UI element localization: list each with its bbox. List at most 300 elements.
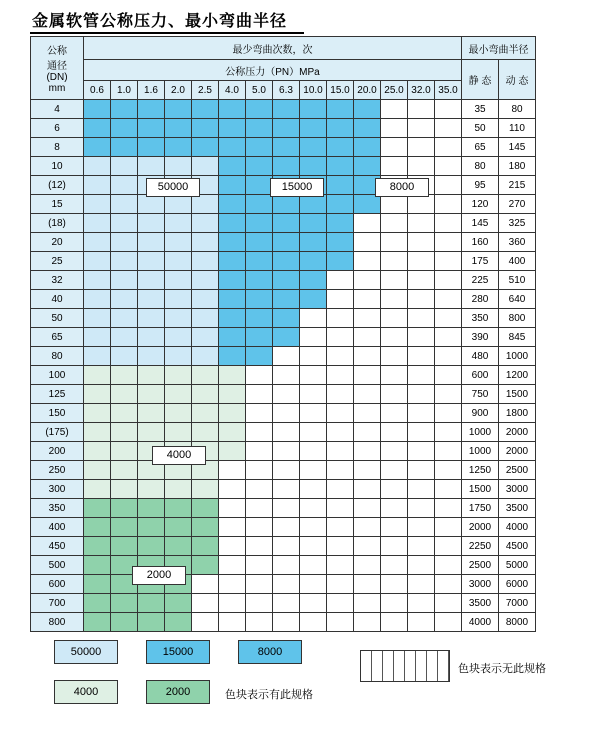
spec-cell	[435, 366, 462, 385]
spec-cell	[165, 138, 192, 157]
pressure-col-header: 35.0	[435, 81, 462, 100]
spec-cell	[273, 499, 300, 518]
spec-cell	[300, 613, 327, 632]
table-header	[31, 37, 536, 100]
spec-cell	[84, 366, 111, 385]
pressure-col-header: 2.0	[165, 81, 192, 100]
spec-cell	[300, 423, 327, 442]
spec-cell	[138, 290, 165, 309]
spec-cell	[192, 309, 219, 328]
dynamic-radius-cell: 215	[499, 176, 536, 195]
spec-cell	[111, 518, 138, 537]
spec-cell	[408, 195, 435, 214]
spec-cell	[192, 271, 219, 290]
spec-cell	[138, 518, 165, 537]
dn-cell: 250	[31, 461, 84, 480]
spec-cell	[300, 537, 327, 556]
value-callout: 50000	[146, 178, 200, 197]
spec-cell	[408, 290, 435, 309]
spec-cell	[165, 119, 192, 138]
spec-cell	[138, 347, 165, 366]
spec-cell	[219, 252, 246, 271]
spec-cell	[435, 309, 462, 328]
spec-cell	[192, 100, 219, 119]
spec-cell	[138, 309, 165, 328]
spec-cell	[354, 461, 381, 480]
spec-cell	[435, 328, 462, 347]
spec-cell	[246, 461, 273, 480]
spec-cell	[408, 404, 435, 423]
spec-cell	[165, 366, 192, 385]
spec-cell	[354, 195, 381, 214]
dn-header-line-2: 通径	[47, 61, 67, 72]
spec-cell	[327, 613, 354, 632]
spec-cell	[165, 309, 192, 328]
pressure-col-header: 10.0	[300, 81, 327, 100]
dynamic-radius-cell: 8000	[499, 613, 536, 632]
spec-cell	[354, 442, 381, 461]
spec-cell	[219, 556, 246, 575]
static-radius-cell: 1500	[462, 480, 499, 499]
dynamic-radius-cell: 800	[499, 309, 536, 328]
spec-cell	[84, 214, 111, 233]
spec-cell	[273, 480, 300, 499]
spec-cell	[165, 537, 192, 556]
spec-cell	[165, 347, 192, 366]
table-row	[31, 442, 536, 461]
spec-cell	[273, 461, 300, 480]
spec-cell	[111, 594, 138, 613]
spec-cell	[219, 271, 246, 290]
static-radius-cell: 3500	[462, 594, 499, 613]
spec-cell	[327, 119, 354, 138]
spec-cell	[246, 233, 273, 252]
spec-cell	[192, 195, 219, 214]
table-row	[31, 480, 536, 499]
spec-cell	[219, 366, 246, 385]
spec-cell	[327, 594, 354, 613]
pressure-col-header: 4.0	[219, 81, 246, 100]
spec-cell	[381, 442, 408, 461]
spec-cell	[381, 252, 408, 271]
spec-cell	[138, 499, 165, 518]
spec-cell	[219, 404, 246, 423]
spec-cell	[408, 499, 435, 518]
spec-cell	[219, 290, 246, 309]
spec-cell	[246, 176, 273, 195]
dn-cell: (175)	[31, 423, 84, 442]
static-radius-cell: 1750	[462, 499, 499, 518]
table-row	[31, 556, 536, 575]
spec-cell	[381, 100, 408, 119]
spec-cell	[219, 347, 246, 366]
spec-cell	[165, 271, 192, 290]
spec-cell	[84, 518, 111, 537]
spec-cell	[84, 347, 111, 366]
spec-cell	[219, 328, 246, 347]
spec-cell	[435, 385, 462, 404]
dynamic-radius-cell: 325	[499, 214, 536, 233]
spec-cell	[219, 176, 246, 195]
header-row-3	[31, 81, 536, 100]
spec-cell	[219, 100, 246, 119]
spec-cell	[165, 613, 192, 632]
spec-cell	[408, 347, 435, 366]
table-row	[31, 594, 536, 613]
spec-cell	[435, 233, 462, 252]
pressure-col-header: 1.0	[111, 81, 138, 100]
spec-cell	[219, 119, 246, 138]
pressure-col-header: 25.0	[381, 81, 408, 100]
spec-cell	[111, 613, 138, 632]
spec-cell	[300, 233, 327, 252]
legend-no-spec-text: 色块表示无此规格	[458, 663, 546, 675]
legend-box-50000: 50000	[54, 640, 118, 664]
spec-cell	[354, 499, 381, 518]
spec-cell	[354, 594, 381, 613]
spec-cell	[408, 423, 435, 442]
spec-cell	[408, 119, 435, 138]
legend-box-2000: 2000	[146, 680, 210, 704]
static-radius-cell: 2250	[462, 537, 499, 556]
dn-cell: 8	[31, 138, 84, 157]
dynamic-radius-cell: 4000	[499, 518, 536, 537]
spec-cell	[327, 290, 354, 309]
dynamic-radius-cell: 2000	[499, 442, 536, 461]
spec-cell	[381, 195, 408, 214]
spec-cell	[300, 100, 327, 119]
spec-cell	[408, 442, 435, 461]
spec-cell	[84, 328, 111, 347]
spec-cell	[165, 518, 192, 537]
spec-cell	[84, 176, 111, 195]
spec-cell	[273, 271, 300, 290]
spec-cell	[435, 138, 462, 157]
spec-cell	[138, 328, 165, 347]
spec-cell	[165, 385, 192, 404]
static-radius-cell: 50	[462, 119, 499, 138]
spec-cell	[300, 138, 327, 157]
spec-cell	[300, 271, 327, 290]
spec-cell	[408, 214, 435, 233]
spec-cell	[246, 613, 273, 632]
static-radius-cell: 350	[462, 309, 499, 328]
spec-cell	[354, 423, 381, 442]
dn-cell: 150	[31, 404, 84, 423]
spec-cell	[246, 556, 273, 575]
spec-cell	[111, 271, 138, 290]
dn-header-line-3: (DN)	[46, 72, 68, 83]
spec-cell	[246, 404, 273, 423]
spec-cell	[354, 385, 381, 404]
spec-cell	[246, 537, 273, 556]
pressure-col-header: 6.3	[273, 81, 300, 100]
spec-cell	[246, 594, 273, 613]
spec-cell	[84, 195, 111, 214]
spec-cell	[327, 157, 354, 176]
legend-box-15000: 15000	[146, 640, 210, 664]
spec-cell	[138, 537, 165, 556]
dn-cell: 25	[31, 252, 84, 271]
table-row	[31, 423, 536, 442]
spec-cell	[219, 138, 246, 157]
dn-cell: 6	[31, 119, 84, 138]
spec-cell	[381, 119, 408, 138]
spec-cell	[192, 290, 219, 309]
static-radius-cell: 2500	[462, 556, 499, 575]
table-row	[31, 309, 536, 328]
spec-cell	[192, 328, 219, 347]
spec-cell	[408, 480, 435, 499]
spec-cell	[381, 404, 408, 423]
spec-cell	[84, 290, 111, 309]
spec-cell	[111, 214, 138, 233]
spec-cell	[138, 480, 165, 499]
spec-cell	[246, 195, 273, 214]
spec-cell	[192, 119, 219, 138]
spec-cell	[435, 461, 462, 480]
spec-cell	[354, 613, 381, 632]
spec-cell	[408, 157, 435, 176]
spec-cell	[84, 385, 111, 404]
dn-cell: 40	[31, 290, 84, 309]
spec-cell	[354, 480, 381, 499]
spec-cell	[138, 271, 165, 290]
spec-cell	[111, 119, 138, 138]
static-radius-cell: 600	[462, 366, 499, 385]
dn-cell: 450	[31, 537, 84, 556]
table-row	[31, 385, 536, 404]
spec-cell	[192, 594, 219, 613]
spec-cell	[111, 404, 138, 423]
spec-cell	[273, 613, 300, 632]
table-row	[31, 537, 536, 556]
spec-cell	[408, 385, 435, 404]
spec-cell	[408, 613, 435, 632]
spec-cell	[273, 290, 300, 309]
table-row	[31, 252, 536, 271]
dynamic-radius-cell: 1200	[499, 366, 536, 385]
spec-cell	[246, 214, 273, 233]
spec-cell	[246, 575, 273, 594]
spec-cell	[165, 195, 192, 214]
pressure-col-header: 20.0	[354, 81, 381, 100]
dynamic-radius-cell: 510	[499, 271, 536, 290]
dynamic-radius-cell: 640	[499, 290, 536, 309]
spec-cell	[381, 347, 408, 366]
spec-cell	[192, 575, 219, 594]
spec-cell	[327, 461, 354, 480]
legend-striped-swatch	[360, 650, 450, 682]
spec-cell	[246, 328, 273, 347]
spec-cell	[327, 537, 354, 556]
spec-cell	[408, 100, 435, 119]
spec-cell	[273, 442, 300, 461]
dn-cell: 500	[31, 556, 84, 575]
spec-cell	[408, 309, 435, 328]
spec-cell	[138, 195, 165, 214]
spec-cell	[219, 233, 246, 252]
pressure-col-header: 0.6	[84, 81, 111, 100]
spec-cell	[192, 480, 219, 499]
spec-cell	[219, 461, 246, 480]
spec-cell	[111, 195, 138, 214]
spec-cell	[111, 480, 138, 499]
value-callout: 15000	[270, 178, 324, 197]
spec-cell	[192, 252, 219, 271]
spec-cell	[219, 385, 246, 404]
dynamic-radius-cell: 400	[499, 252, 536, 271]
static-radius-cell: 3000	[462, 575, 499, 594]
spec-cell	[111, 347, 138, 366]
spec-cell	[435, 252, 462, 271]
spec-cell	[354, 233, 381, 252]
spec-cell	[273, 214, 300, 233]
spec-cell	[84, 100, 111, 119]
spec-cell	[381, 233, 408, 252]
static-radius-cell: 80	[462, 157, 499, 176]
table-row	[31, 138, 536, 157]
dynamic-radius-cell: 7000	[499, 594, 536, 613]
spec-cell	[84, 138, 111, 157]
table-row	[31, 119, 536, 138]
spec-cell	[435, 176, 462, 195]
static-radius-cell: 65	[462, 138, 499, 157]
spec-cell	[300, 195, 327, 214]
spec-cell	[300, 480, 327, 499]
spec-cell	[327, 176, 354, 195]
dynamic-radius-cell: 1800	[499, 404, 536, 423]
spec-cell	[354, 271, 381, 290]
spec-cell	[300, 328, 327, 347]
dn-cell: 300	[31, 480, 84, 499]
static-radius-cell: 750	[462, 385, 499, 404]
dn-cell: 100	[31, 366, 84, 385]
spec-cell	[84, 157, 111, 176]
static-radius-cell: 900	[462, 404, 499, 423]
pressure-col-header: 15.0	[327, 81, 354, 100]
static-radius-cell: 1000	[462, 423, 499, 442]
spec-cell	[111, 499, 138, 518]
spec-cell	[354, 100, 381, 119]
spec-cell	[327, 138, 354, 157]
spec-cell	[300, 499, 327, 518]
spec-cell	[354, 518, 381, 537]
dn-cell: 65	[31, 328, 84, 347]
spec-cell	[84, 309, 111, 328]
spec-cell	[111, 423, 138, 442]
dynamic-radius-cell: 180	[499, 157, 536, 176]
spec-cell	[219, 423, 246, 442]
legend-box-4000: 4000	[54, 680, 118, 704]
spec-cell	[246, 138, 273, 157]
spec-cell	[84, 233, 111, 252]
spec-cell	[165, 499, 192, 518]
table-row	[31, 214, 536, 233]
spec-cell	[300, 404, 327, 423]
spec-cell	[165, 594, 192, 613]
dn-cell: 400	[31, 518, 84, 537]
static-radius-cell: 120	[462, 195, 499, 214]
spec-cell	[300, 575, 327, 594]
spec-cell	[219, 214, 246, 233]
spec-cell	[381, 385, 408, 404]
spec-cell	[138, 138, 165, 157]
dynamic-radius-cell: 1000	[499, 347, 536, 366]
dynamic-radius-cell: 360	[499, 233, 536, 252]
spec-cell	[273, 404, 300, 423]
pressure-header: 公称压力（PN）MPa	[84, 60, 462, 81]
spec-cell	[219, 480, 246, 499]
spec-cell	[300, 347, 327, 366]
spec-cell	[300, 119, 327, 138]
table-row	[31, 290, 536, 309]
spec-cell	[300, 290, 327, 309]
spec-cell	[300, 157, 327, 176]
spec-cell	[327, 499, 354, 518]
spec-cell	[327, 404, 354, 423]
spec-cell	[273, 328, 300, 347]
legend	[0, 640, 600, 740]
legend-has-spec-text: 色块表示有此规格	[225, 689, 313, 701]
spec-cell	[381, 556, 408, 575]
table-row	[31, 575, 536, 594]
spec-cell	[273, 366, 300, 385]
spec-cell	[300, 309, 327, 328]
spec-cell	[435, 499, 462, 518]
page-title: 金属软管公称压力、最小弯曲半径	[32, 11, 288, 30]
spec-table	[30, 36, 536, 632]
spec-cell	[327, 423, 354, 442]
dynamic-radius-cell: 2500	[499, 461, 536, 480]
spec-cell	[165, 290, 192, 309]
table-row	[31, 233, 536, 252]
spec-cell	[300, 594, 327, 613]
spec-cell	[84, 575, 111, 594]
dn-cell: (12)	[31, 176, 84, 195]
spec-cell	[138, 423, 165, 442]
spec-cell	[327, 252, 354, 271]
spec-cell	[354, 347, 381, 366]
spec-cell	[327, 347, 354, 366]
spec-cell	[138, 119, 165, 138]
spec-cell	[381, 138, 408, 157]
spec-cell	[84, 404, 111, 423]
spec-cell	[165, 252, 192, 271]
spec-cell	[381, 271, 408, 290]
spec-cell	[435, 119, 462, 138]
spec-cell	[138, 594, 165, 613]
spec-cell	[192, 404, 219, 423]
dn-cell: 10	[31, 157, 84, 176]
spec-cell	[111, 537, 138, 556]
spec-cell	[165, 328, 192, 347]
spec-cell	[435, 404, 462, 423]
dn-cell: 350	[31, 499, 84, 518]
spec-cell	[138, 252, 165, 271]
spec-cell	[165, 480, 192, 499]
dn-cell: 4	[31, 100, 84, 119]
spec-cell	[327, 556, 354, 575]
static-radius-cell: 1000	[462, 442, 499, 461]
spec-cell	[192, 157, 219, 176]
spec-cell	[192, 518, 219, 537]
spec-cell	[408, 556, 435, 575]
bend-count-header: 最少弯曲次数，次	[84, 37, 462, 60]
spec-cell	[192, 556, 219, 575]
table-row	[31, 518, 536, 537]
spec-cell	[273, 385, 300, 404]
